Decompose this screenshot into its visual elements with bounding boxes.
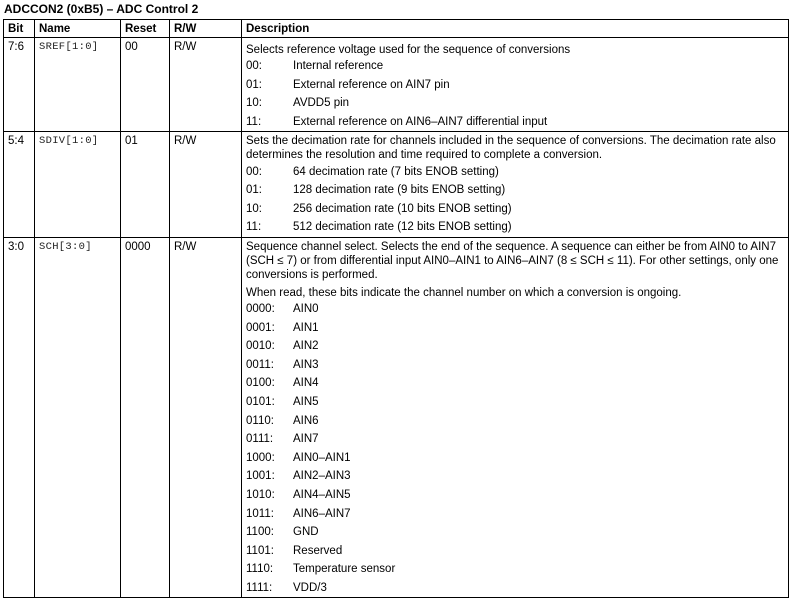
value-row: [246, 411, 784, 430]
value-row: [246, 430, 784, 449]
value-code: 10:: [246, 97, 262, 110]
value-code: 00:: [246, 60, 262, 73]
value-row: [246, 200, 784, 219]
value-text: 256 decimation rate (10 bits ENOB setting): [293, 202, 512, 215]
description-summary: Sets the decimation rate for channels included in the sequence of conversions. The decimation rate also determines the resolution and time required to complete a conversion.: [246, 135, 776, 162]
description-cell: [242, 132, 789, 237]
value-row: [246, 162, 784, 181]
value-text: External reference on AIN7 pin: [293, 78, 450, 91]
value-row: [246, 523, 784, 542]
value-row: [246, 300, 784, 319]
header-bit: Bit: [4, 20, 35, 38]
value-text: AIN7: [293, 433, 319, 446]
value-row: [246, 560, 784, 579]
value-code: 0110:: [246, 414, 274, 427]
field-name-cell: SREF[1:0]: [35, 38, 121, 132]
value-code: 10:: [246, 202, 262, 215]
value-code: 1010:: [246, 488, 275, 501]
value-row: [246, 337, 784, 356]
register-table: [3, 19, 789, 598]
value-row: [246, 76, 784, 95]
value-row: [246, 318, 784, 337]
value-text: AIN6: [293, 414, 319, 427]
rw-cell: R/W: [170, 38, 242, 132]
value-text: External reference on AIN6–AIN7 differential input: [293, 116, 548, 129]
value-code: 0010:: [246, 340, 275, 353]
value-row: [246, 393, 784, 412]
value-text: AIN3: [293, 358, 319, 371]
value-code: 0011:: [246, 358, 274, 371]
value-row: [246, 113, 784, 132]
value-code: 1011:: [246, 507, 274, 520]
value-row: [246, 218, 784, 237]
value-row: [246, 504, 784, 523]
value-code: 0111:: [246, 433, 274, 446]
reset-cell: 01: [121, 132, 170, 237]
bit-cell: 3:0: [4, 237, 35, 598]
value-row: [246, 57, 784, 76]
value-text: 512 decimation rate (12 bits ENOB setting): [293, 221, 512, 234]
value-code: 0101:: [246, 396, 275, 409]
value-text: VDD/3: [293, 581, 327, 594]
register-title: ADCCON2 (0xB5) – ADC Control 2: [4, 2, 199, 16]
value-text: 128 decimation rate (9 bits ENOB setting): [293, 184, 506, 197]
value-code: 01:: [246, 184, 262, 197]
value-text: AIN6–AIN7: [293, 507, 351, 520]
value-code: 1000:: [246, 451, 275, 464]
value-code: 1100:: [246, 526, 274, 539]
field-name-cell: SCH[3:0]: [35, 237, 121, 598]
header-rw: R/W: [170, 20, 242, 38]
value-row: [246, 356, 784, 375]
value-text: GND: [293, 526, 319, 539]
description-cell: [242, 237, 789, 598]
value-code: 11:: [246, 221, 262, 234]
value-row: [246, 579, 784, 598]
header-reset: Reset: [121, 20, 170, 38]
value-code: 1101:: [246, 544, 274, 557]
value-row: [246, 486, 784, 505]
value-text: 64 decimation rate (7 bits ENOB setting): [293, 165, 499, 178]
value-text: AIN1: [293, 321, 319, 334]
table-row: [4, 38, 789, 132]
value-code: 11:: [246, 116, 262, 129]
table-row: [4, 132, 789, 237]
value-row: [246, 449, 784, 468]
value-code: 0001:: [246, 321, 275, 334]
value-row: [246, 467, 784, 486]
value-text: Temperature sensor: [293, 563, 396, 576]
description-note: When read, these bits indicate the channel number on which a conversion is ongoing.: [246, 286, 682, 299]
description-summary: Sequence channel select. Selects the end of the sequence. A sequence can either be from AIN0 to AIN7 (SCH ≤ 7) or from differential input AIN0–AIN1 to AIN6–AIN7 (8 ≤ SCH ≤ 11). For other settings, only one conversions is performed.: [246, 240, 779, 281]
value-text: Reserved: [293, 544, 343, 557]
table-row: [4, 237, 789, 598]
header-name: Name: [35, 20, 121, 38]
value-text: AIN5: [293, 396, 319, 409]
description-cell: [242, 38, 789, 132]
header-description: Description: [242, 20, 789, 38]
value-text: Internal reference: [293, 60, 384, 73]
value-text: AVDD5 pin: [293, 97, 350, 110]
rw-cell: R/W: [170, 237, 242, 598]
bit-cell: 7:6: [4, 38, 35, 132]
value-code: 0100:: [246, 377, 275, 390]
value-row: [246, 541, 784, 560]
reset-cell: 00: [121, 38, 170, 132]
field-name-cell: SDIV[1:0]: [35, 132, 121, 237]
value-code: 01:: [246, 78, 262, 91]
value-text: AIN2–AIN3: [293, 470, 351, 483]
value-code: 1111:: [246, 581, 273, 594]
value-row: [246, 374, 784, 393]
rw-cell: R/W: [170, 132, 242, 237]
value-code: 0000:: [246, 303, 275, 316]
value-code: 1001:: [246, 470, 275, 483]
value-text: AIN0: [293, 303, 319, 316]
table-header-row: [4, 20, 789, 38]
description-summary: Selects reference voltage used for the sequence of conversions: [246, 44, 571, 56]
reset-cell: 0000: [121, 237, 170, 598]
value-text: AIN4: [293, 377, 319, 390]
bit-cell: 5:4: [4, 132, 35, 237]
value-code: 00:: [246, 165, 262, 178]
value-text: AIN2: [293, 340, 319, 353]
value-text: AIN0–AIN1: [293, 451, 351, 464]
value-text: AIN4–AIN5: [293, 488, 351, 501]
value-row: [246, 181, 784, 200]
value-row: [246, 94, 784, 113]
value-code: 1110:: [246, 563, 274, 576]
